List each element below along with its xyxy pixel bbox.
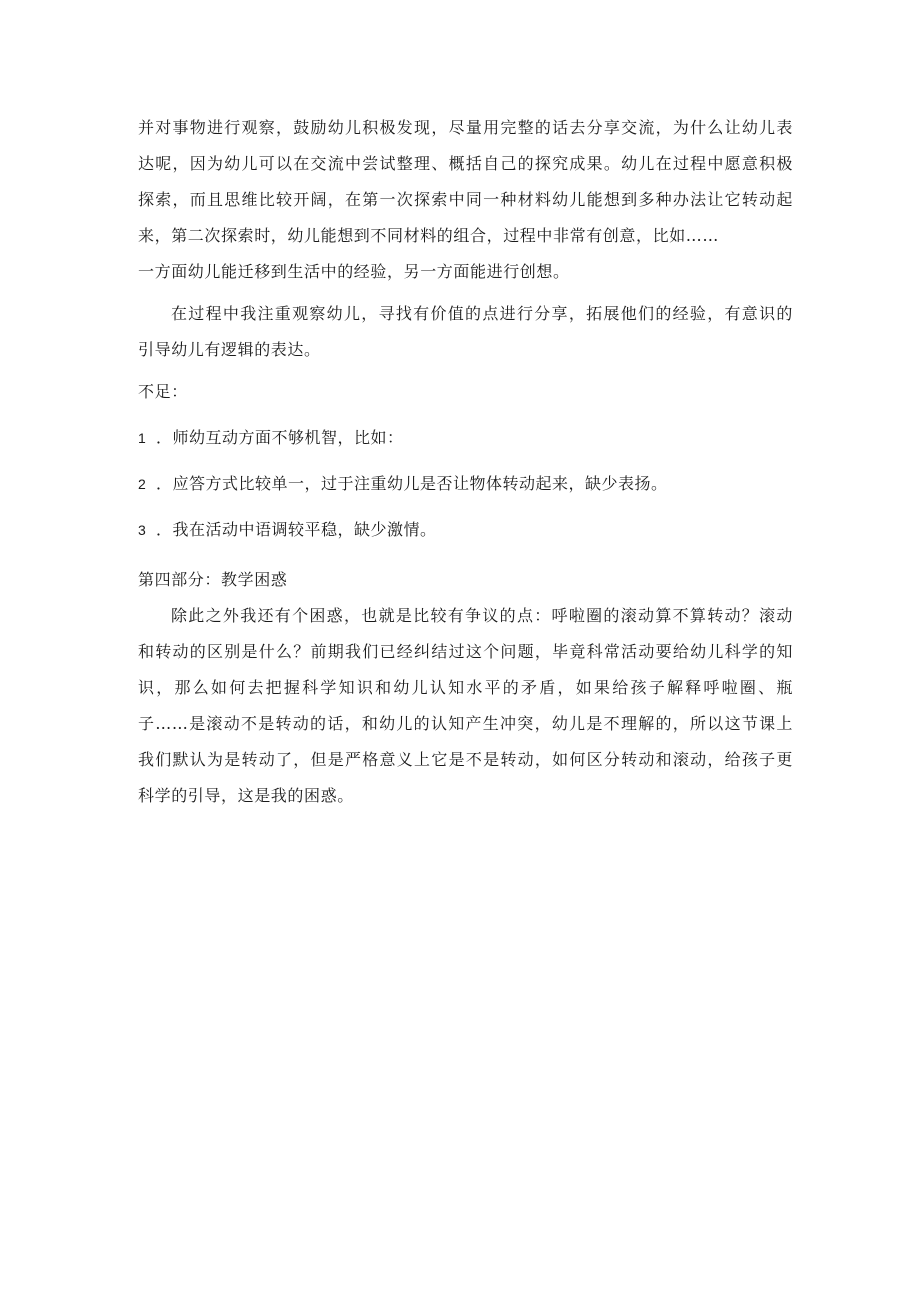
paragraph-line: 并对事物进行观察，鼓励幼儿积极发现，尽量用完整的话去分享交流，为什么让幼儿表 [138, 118, 793, 137]
paragraph-line: 子……是滚动不是转动的话，和幼儿的认知产生冲突，幼儿是不理解的，所以这节课上 [138, 714, 793, 733]
shortcomings-heading: 不足： [138, 382, 188, 401]
paragraph-line: 识，那么如何去把握科学知识和幼儿认知水平的矛盾，如果给孩子解释呼啦圈、瓶 [138, 678, 793, 697]
paragraph-experience: 一方面幼儿能迁移到生活中的经验，另一方面能进行创想。 [138, 262, 570, 281]
shortcomings-list [138, 420, 793, 548]
paragraph-line: 引导幼儿有逻辑的表达。 [138, 340, 321, 359]
section-heading: 第四部分：教学困惑 [138, 570, 288, 589]
list-item-number: 3 [138, 522, 147, 538]
paragraph-line: 除此之外我还有个困惑，也就是比较有争议的点：呼啦圈的滚动算不算转动？滚动 [171, 606, 793, 625]
paragraph-line: 探索，而且思维比较开阔，在第一次探索中同一种材料幼儿能想到多种办法让它转动起 [138, 190, 793, 209]
list-item-number: 2 [138, 476, 147, 492]
list-item-text: ．我在活动中语调较平稳，缺少激情。 [156, 520, 437, 539]
paragraph-line: 在过程中我注重观察幼儿，寻找有价值的点进行分享，拓展他们的经验，有意识的 [171, 304, 793, 323]
document-page [138, 110, 793, 814]
list-item [138, 512, 793, 548]
paragraph-teacher-focus [138, 296, 793, 368]
paragraph-confusion [138, 598, 793, 814]
list-item-text: ．应答方式比较单一，过于注重幼儿是否让物体转动起来，缺少表扬。 [156, 474, 668, 493]
list-item [138, 420, 793, 456]
list-item [138, 466, 793, 502]
paragraph-line: 来，第二次探索时，幼儿能想到不同材料的组合，过程中非常有创意，比如…… [138, 226, 720, 245]
paragraph-observation [138, 110, 793, 254]
paragraph-line: 达呢，因为幼儿可以在交流中尝试整理、概括自己的探究成果。幼儿在过程中愿意积极 [138, 154, 793, 173]
paragraph-line: 我们默认为是转动了，但是严格意义上它是不是转动，如何区分转动和滚动，给孩子更 [138, 750, 793, 769]
paragraph-line: 科学的引导，这是我的困惑。 [138, 786, 354, 805]
paragraph-line: 和转动的区别是什么？前期我们已经纠结过这个问题，毕竟科常活动要给幼儿科学的知 [138, 642, 793, 661]
list-item-text: ．师幼互动方面不够机智，比如： [156, 428, 404, 447]
list-item-number: 1 [138, 430, 147, 446]
